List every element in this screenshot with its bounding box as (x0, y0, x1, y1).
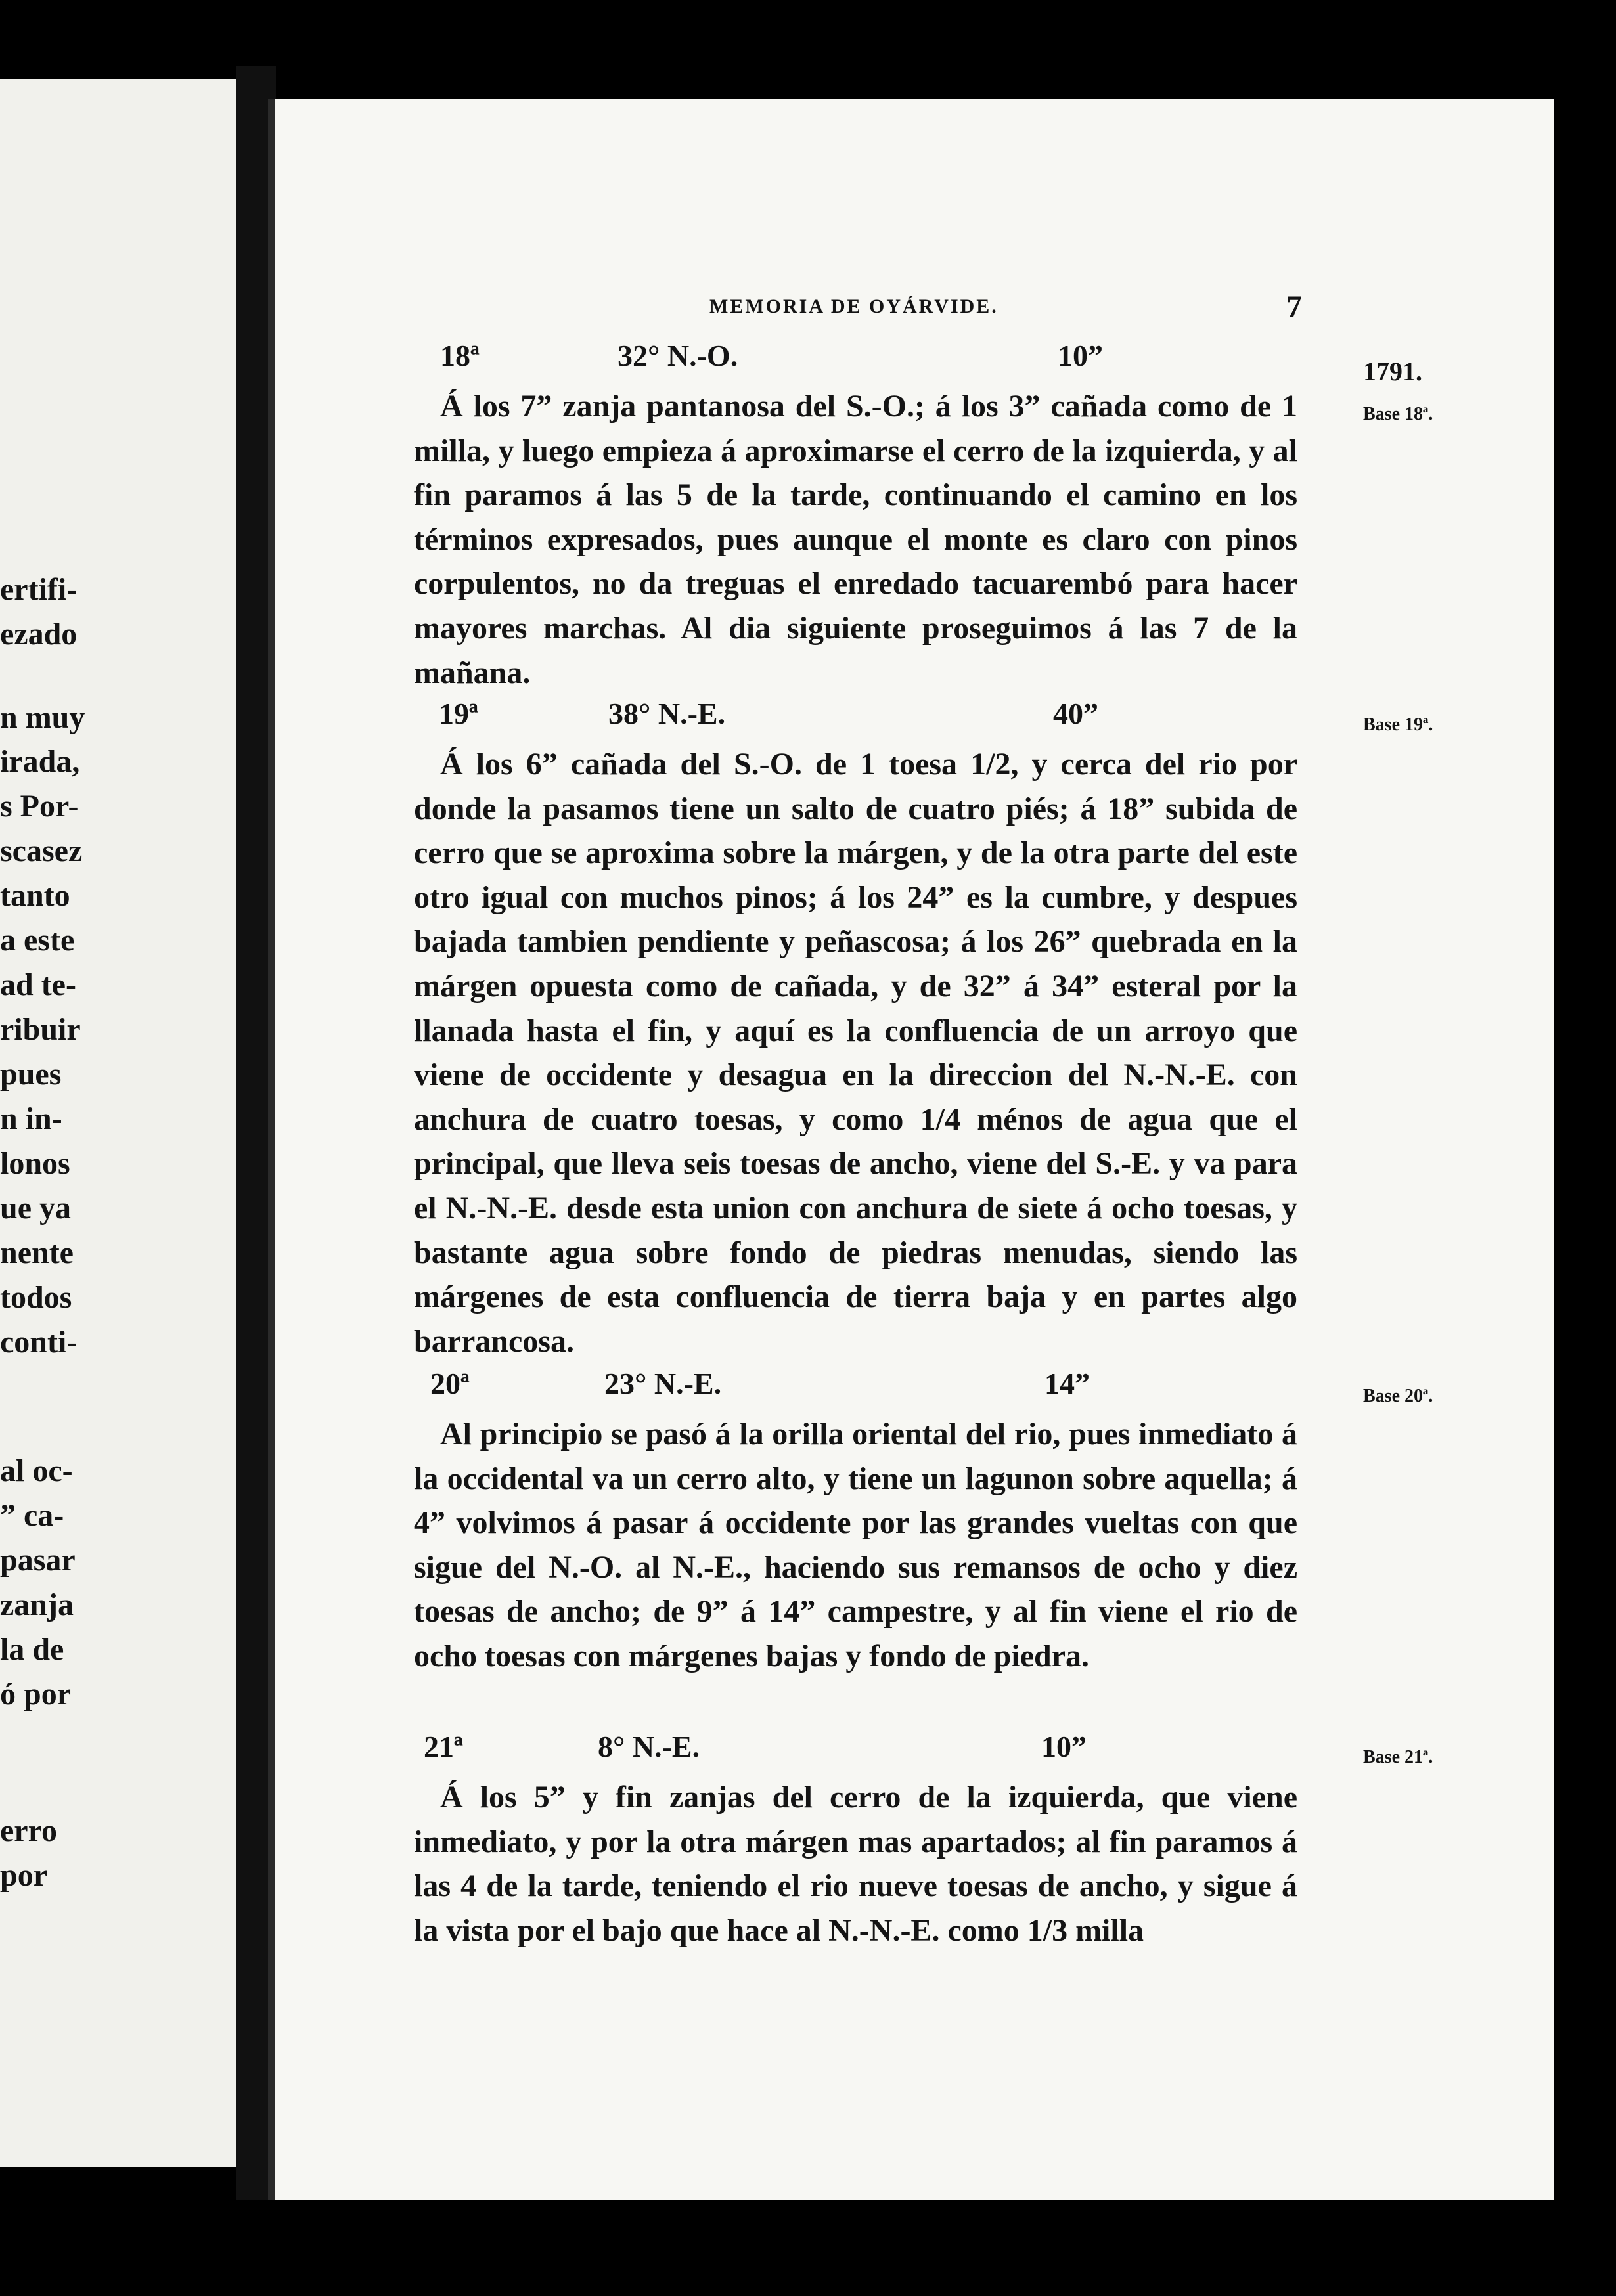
facing-page-line: ertifi- (0, 572, 78, 607)
base-bearing: 32° N.-O. (617, 339, 738, 372)
facing-page-line: ó por (0, 1677, 71, 1711)
running-title: MEMORIA DE OYÁRVIDE. (709, 296, 999, 317)
facing-page-line: lonos (0, 1146, 70, 1181)
margin-note-base-21: Base 21ª. (1363, 1747, 1433, 1767)
facing-page-line: pues (0, 1057, 62, 1092)
facing-page-line: s Por- (0, 789, 79, 824)
facing-page-line: scasez (0, 833, 83, 868)
margin-note-base-19: Base 19ª. (1363, 715, 1433, 735)
base-18-text: Á los 7” zanja pantanosa del S.-O.; á los 3” cañada como de 1 milla, y luego empieza á aproximarse el cerro de la izquierda, y al fin paramos á las 5 de la tarde, continuando el camino en los términos expresados, pues aunque el monte es claro con pinos corpulentos, no da treguas el enredado tacuarembó para hacer mayores marchas. Al dia siguiente proseguimos á las 7 de la mañana. (414, 389, 1297, 690)
facing-page-line: ue ya (0, 1191, 71, 1225)
facing-page-line: pasar (0, 1543, 76, 1578)
facing-page-line: irada, (0, 744, 80, 779)
facing-page-line: por (0, 1858, 47, 1893)
margin-note-base-18: Base 18ª. (1363, 404, 1433, 424)
facing-page-line: erro (0, 1813, 58, 1848)
base-21-text: Á los 5” y fin zanjas del cerro de la izquierda, que viene inmediato, y por la otra márgen mas apartados; al fin paramos á las 4 de la tarde, teniendo el rio nueve toesas de ancho, y sigue á la vista por el bajo que hace al N.-N.-E. como 1/3 milla (414, 1780, 1297, 1948)
margin-year: 1791. (1363, 357, 1422, 386)
base-bearing: 38° N.-E. (608, 697, 726, 730)
facing-page-line: ezado (0, 617, 78, 651)
base-19-text: Á los 6” cañada del S.-O. de 1 toesa 1/2, y cerca del rio por donde la pasamos tiene un salto de cuatro piés; á 18” subida de cerro que se aproxima sobre la márgen, y de la otra parte del este otro igual con muchos pinos; á los 24” es la cumbre, y despues bajada tambien pendiente y peñascosa; á los 26” quebrada en la márgen opuesta como de cañada, y de 32” á 34” esteral por la llanada hasta el fin, y aquí es la confluencia de un arroyo que viene de occidente y desagua en la direccion del N.-N.-E. con anchura de cuatro toesas, y como 1/4 ménos de agua que el principal, que lleva seis toesas de ancho, viene del S.-E. y va para el N.-N.-E. desde esta union con anchura de siete á ocho toesas, y bastante agua sobre fondo de piedras menudas, siendo las márgenes de esta confluencia de tierra baja y en partes algo barrancosa. (414, 747, 1297, 1359)
margin-note-base-20: Base 20ª. (1363, 1386, 1433, 1406)
base-distance: 10” (1041, 1730, 1087, 1763)
base-distance: 14” (1044, 1367, 1090, 1400)
base-number: 21ª (424, 1730, 463, 1763)
base-number: 18ª (440, 339, 480, 372)
base-number: 20ª (430, 1367, 470, 1400)
facing-page-line: ” ca- (0, 1498, 64, 1533)
facing-page-line: conti- (0, 1325, 78, 1359)
base-bearing: 23° N.-E. (604, 1367, 722, 1400)
base-bearing: 8° N.-E. (598, 1730, 700, 1763)
base-20-text: Al principio se pasó á la orilla oriental del rio, pues inmediato á la occidental va un cerro alto, y tiene un lagunon sobre aquella; á 4” volvimos á pasar á occidente por las grandes vueltas con que sigue del N.-O. al N.-E., haciendo sus remansos de ocho y diez toesas de ancho; de 9” á 14” campestre, y al fin viene el rio de ocho toesas con márgenes bajas y fondo de piedra. (414, 1417, 1297, 1673)
facing-page-line: a este (0, 923, 75, 958)
facing-page-line: al oc- (0, 1453, 73, 1488)
base-number: 19ª (439, 697, 478, 730)
page-number: 7 (1286, 290, 1302, 324)
facing-page-line: tanto (0, 878, 70, 913)
facing-page-line: zanja (0, 1587, 74, 1622)
facing-page-fragment (0, 79, 236, 2167)
facing-page-line: n in- (0, 1101, 62, 1136)
facing-page-line: todos (0, 1280, 72, 1315)
facing-page-line: ad te- (0, 967, 76, 1002)
facing-page-line: n muy (0, 700, 85, 735)
base-distance: 40” (1053, 697, 1098, 730)
facing-page-line: la de (0, 1632, 64, 1667)
facing-page-line: nente (0, 1235, 74, 1270)
facing-page-line: ribuir (0, 1012, 81, 1047)
base-distance: 10” (1058, 339, 1103, 372)
